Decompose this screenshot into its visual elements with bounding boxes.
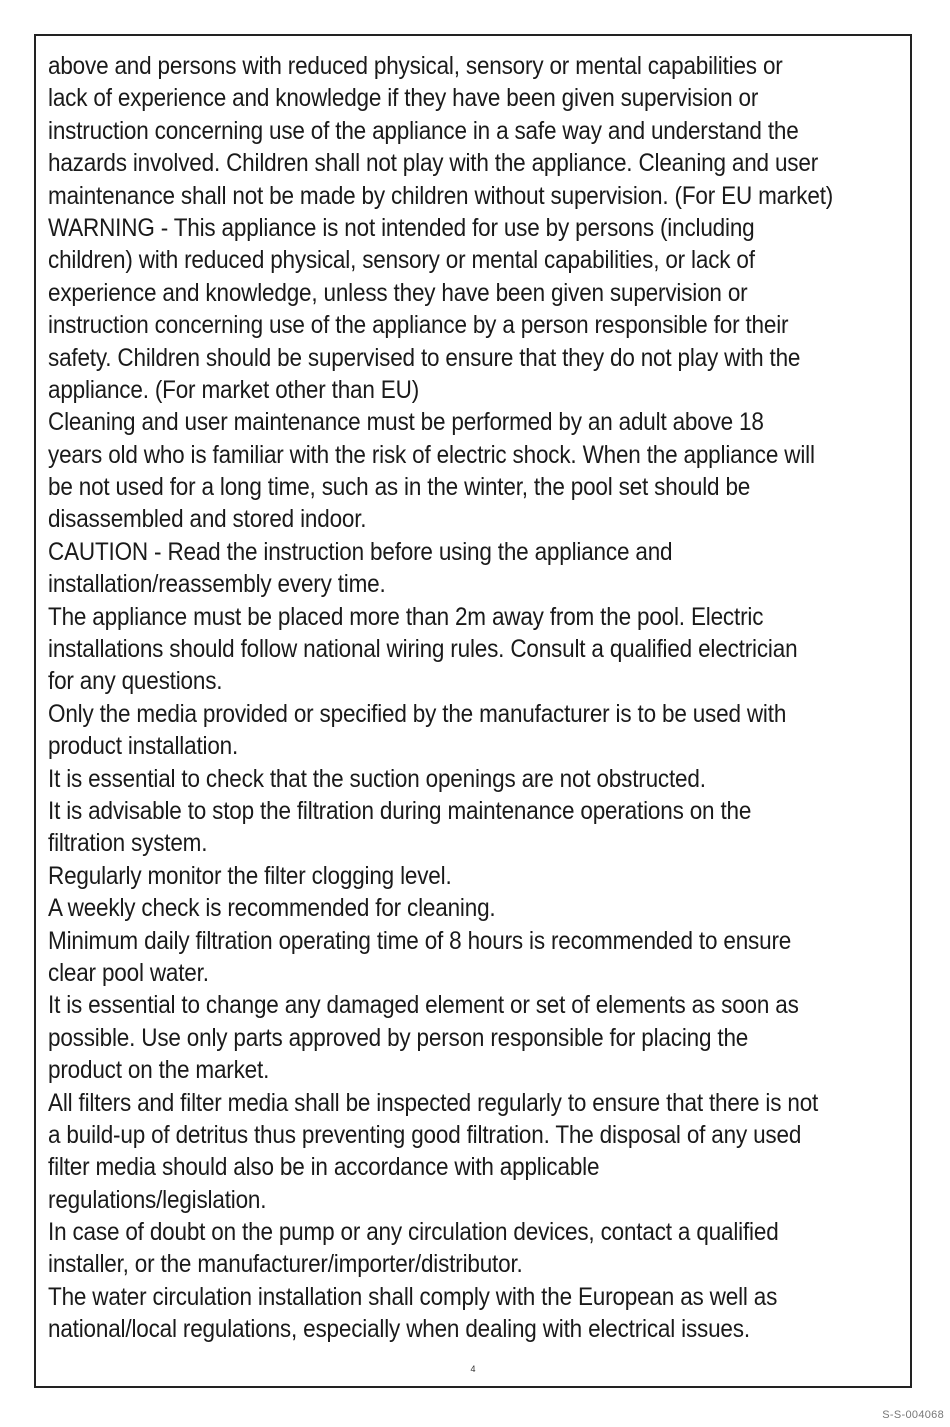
text-line: hazards involved. Children shall not play with the appliance. Cleaning and user bbox=[48, 149, 819, 178]
text-line: The appliance must be placed more than 2m away from the pool. Electric bbox=[48, 602, 764, 631]
text-line: installer, or the manufacturer/importer/distributor. bbox=[48, 1250, 523, 1279]
text-line: installation/reassembly every time. bbox=[48, 570, 386, 599]
text-line: above and persons with reduced physical, sensory or mental capabilities or bbox=[48, 52, 783, 80]
text-line: appliance. (For market other than EU) bbox=[48, 375, 420, 404]
text-line: experience and knowledge, unless they have been given supervision or bbox=[48, 278, 748, 307]
text-line: installations should follow national wiring rules. Consult a qualified electrician bbox=[48, 635, 798, 664]
text-line: A weekly check is recommended for cleaning. bbox=[48, 894, 496, 923]
text-line: Regularly monitor the filter clogging level. bbox=[48, 861, 452, 890]
text-line: It is advisable to stop the filtration during maintenance operations on the bbox=[48, 796, 752, 825]
page-number: 4 bbox=[470, 1364, 476, 1374]
text-line: national/local regulations, especially when dealing with electrical issues. bbox=[48, 1315, 750, 1344]
text-line: safety. Children should be supervised to ensure that they do not play with the bbox=[48, 343, 801, 372]
text-line: Minimum daily filtration operating time of 8 hours is recommended to ensure bbox=[48, 926, 792, 955]
text-line: It is essential to check that the suction openings are not obstructed. bbox=[48, 764, 706, 793]
document-code: S-S-004068 bbox=[882, 1409, 944, 1421]
text-line: instruction concerning use of the appliance by a person responsible for their bbox=[48, 311, 789, 340]
text-line: filter media should also be in accordance with applicable bbox=[48, 1153, 600, 1182]
warning-line: WARNING - This appliance is not intended for use by persons (including bbox=[48, 213, 755, 242]
text-line: lack of experience and knowledge if they have been given supervision or bbox=[48, 84, 759, 113]
text-line: regulations/legislation. bbox=[48, 1185, 267, 1214]
text-line: clear pool water. bbox=[48, 958, 209, 987]
text-line: product installation. bbox=[48, 732, 239, 761]
text-line: disassembled and stored indoor. bbox=[48, 505, 367, 534]
page-border bbox=[34, 34, 912, 1388]
text-line: be not used for a long time, such as in the winter, the pool set should be bbox=[48, 473, 751, 502]
text-line: filtration system. bbox=[48, 829, 208, 858]
text-line: instruction concerning use of the appliance in a safe way and understand the bbox=[48, 116, 799, 145]
text-line: All filters and filter media shall be inspected regularly to ensure that there is not bbox=[48, 1088, 819, 1117]
text-line: Only the media provided or specified by the manufacturer is to be used with bbox=[48, 699, 787, 728]
text-line: a build-up of detritus thus preventing good filtration. The disposal of any used bbox=[48, 1120, 802, 1149]
text-line: product on the market. bbox=[48, 1056, 270, 1085]
text-line: The water circulation installation shall comply with the European as well as bbox=[48, 1282, 778, 1311]
text-line: possible. Use only parts approved by person responsible for placing the bbox=[48, 1023, 749, 1052]
text-line: years old who is familiar with the risk of electric shock. When the appliance will bbox=[48, 440, 815, 469]
text-line: children) with reduced physical, sensory or mental capabilities, or lack of bbox=[48, 246, 755, 275]
caution-line: CAUTION - Read the instruction before using the appliance and bbox=[48, 537, 673, 566]
text-line: maintenance shall not be made by children without supervision. (For EU market) bbox=[48, 181, 834, 210]
text-line: Cleaning and user maintenance must be performed by an adult above 18 bbox=[48, 408, 764, 437]
body-text bbox=[48, 50, 908, 1346]
text-line: for any questions. bbox=[48, 667, 223, 696]
text-line: In case of doubt on the pump or any circulation devices, contact a qualified bbox=[48, 1218, 779, 1247]
text-line: It is essential to change any damaged element or set of elements as soon as bbox=[48, 991, 799, 1020]
